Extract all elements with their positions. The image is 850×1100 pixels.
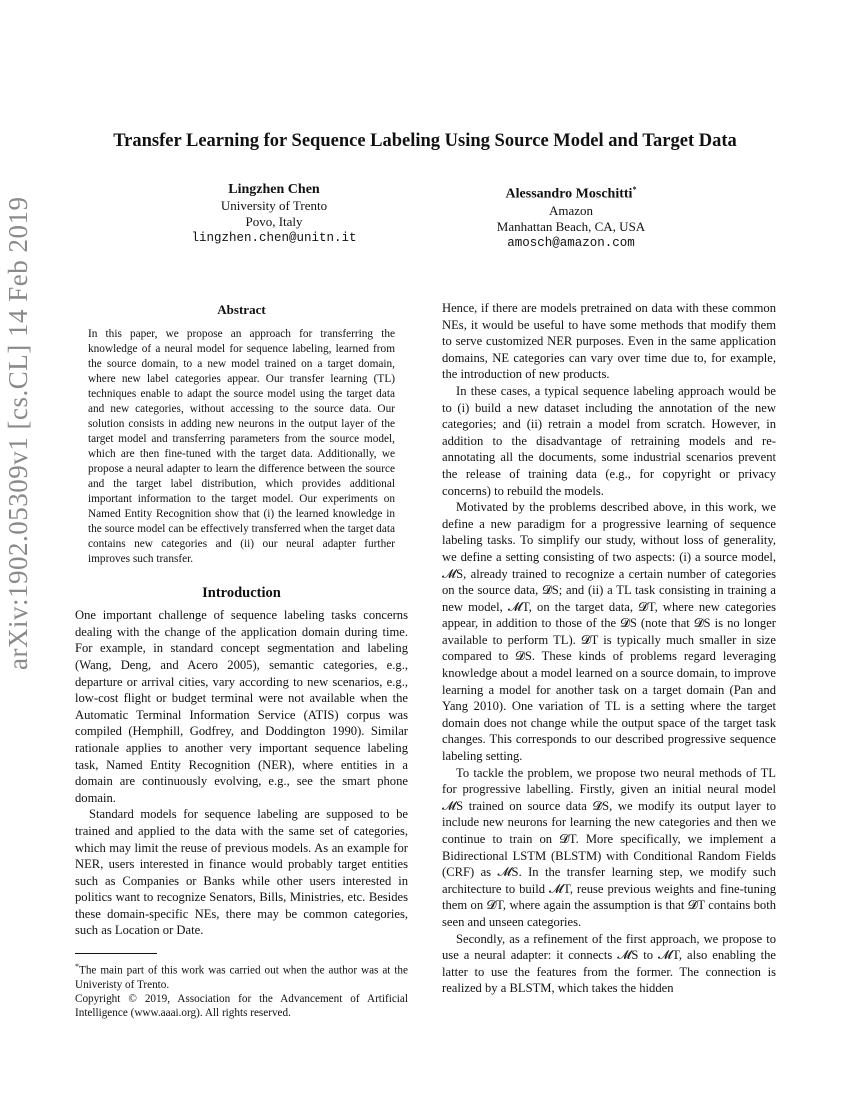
body-paragraph-5: Secondly, as a refinement of the first approach, we propose to use a neural adapter: it connects 𝓜S to 𝓜T, also enabling the latter to use the features from the former. The connection is realized by a BLSTM, which takes the hidden	[442, 931, 776, 996]
footnote-text: *The main part of this work was carried out when the author was at the Univeristy of Trento.	[75, 962, 408, 991]
body-paragraph-2: In these cases, a typical sequence labeling approach would be to (i) build a new dataset including the annotation of the new categories; and (ii) retrain a model from scratch. However, in addition to the disadvantage of retraining models and re-annotating all the documents, some industrial scenarios prevent the release of training data (e.g., for copyright or privacy concerns) to rebuild the models.	[442, 383, 776, 498]
author-email[interactable]: amosch@amazon.com	[507, 235, 635, 250]
author-affiliation: University of Trento	[220, 198, 328, 213]
body-paragraph-4: To tackle the problem, we propose two neural methods of TL for progressive labelling. Firstly, given an initial neural model 𝓜S trained on source data 𝓓S, we modify its output layer to include new neurons for learning the new categories and then we continue to train on 𝓓T. More specifically, we implement a Bidirectional LSTM (BLSTM) with Conditional Random Fields (CRF) as 𝓜S. In the transfer learning step, we modify such architecture to build 𝓜T, reuse previous weights and fine-tuning them on 𝓓T, where again the assumption is that 𝓓T contains both seen and unseen categories.	[442, 765, 776, 929]
copyright-notice: Copyright © 2019, Association for the Advancement of Artificial Intelligence (www.aaai.org). All rights reserved.	[75, 992, 408, 1019]
abstract-text: In this paper, we propose an approach for transferring the knowledge of a neural model for sequence labeling, learned from the source domain, to a new model trained on a target domain, where new label categories appear. Our transfer learning (TL) techniques enable to adapt the source model using the target data and new categories, without accessing to the source data. Our solution consists in adding new neurons in the output layer of the target model and transferring parameters from the source model, which are then fine-tuned with the target data. Additionally, we propose a neural adapter to learn the difference between the source and the target label distribution, which provides additional important information to the target model. Our experiments on Named Entity Recognition show that (i) the learned knowledge in the source model can be effectively transferred when the target data contains new categories and (ii) our neural adapter further improves such transfer.	[88, 327, 395, 565]
author-affiliation: Amazon	[548, 202, 594, 218]
left-column	[75, 300, 408, 1020]
author-location: Povo, Italy	[245, 214, 303, 229]
body-paragraph-1: Hence, if there are models pretrained on data with these common NEs, it would be useful to have some methods that modify them to serve customized NER purposes. Even in the same application domains, NE categories can vary over time due to, for example, the introduction of new products.	[442, 301, 776, 382]
intro-paragraph-1: One important challenge of sequence labeling tasks concerns dealing with the change of the application domain during time. For example, in standard concept segmentation and labeling (Wang, Deng, and Acero 2005), semantic categories, e.g., departure or arrival cities, vary according to new scenarios, e.g., low-cost flight or budget terminal were not available when the Automatic Terminal Information Service (ATIS) corpus was compiled (Hemphill, Godfrey, and Doddington 1990). Similar rationale applies to another very important sequence labeling task, Named Entity Recognition (NER), where entities in a domain are continuously evolving, e.g., see the smart phone domain.	[75, 608, 408, 805]
author-block-1	[144, 182, 404, 246]
abstract-heading: Abstract	[217, 302, 266, 317]
author-location: Manhattan Beach, CA, USA	[496, 218, 646, 234]
introduction-heading: Introduction	[202, 584, 281, 601]
footnote-divider	[75, 953, 157, 954]
author-email[interactable]: lingzhen.chen@unitn.it	[191, 231, 357, 245]
author-block-2	[441, 182, 701, 251]
body-paragraph-3: Motivated by the problems described above, in this work, we define a new paradigm for a progressive learning of sequence labeling tasks. To simplify our study, without loss of generality, we define a setting consisting of two aspects: (i) a source model, 𝓜S, already trained to recognize a certain number of categories on the source data, 𝓓S; and (ii) a TL task consisting in training a new model, 𝓜T, on the target data, 𝓓T, where new categories appear, in addition to those of the 𝓓S (note that 𝓓S is no longer available to perform TL). 𝓓T is typically much smaller in size compared to 𝓓S. These kinds of problems regard leveraging knowledge about a model learned on a source domain, to improve learning a model for another task on a target domain (Pan and Yang 2010). One variation of TL is a setting where the target domain does not change while the output space of the target task changes. This corresponds to our described progressive sequence labeling setting.	[442, 500, 776, 764]
right-column	[442, 300, 776, 997]
footnote-block	[75, 960, 408, 1020]
intro-paragraph-2: Standard models for sequence labeling are supposed to be trained and applied to the data with the same set of categories, which may limit the reuse of previous models. As an example for NER, users interested in finance would probably target entities such as Companies or Banks while other users interested in politics want to recognize Senators, Bills, Ministries, etc. Besides these domain-specific NEs, there may be common categories, such as Location or Date.	[75, 807, 408, 938]
footnote-marker: *	[632, 185, 637, 194]
author-name: Alessandro Moschitti*	[505, 185, 637, 202]
arxiv-sidebar-stamp: arXiv:1902.05309v1 [cs.CL] 14 Feb 2019	[3, 196, 33, 670]
footnote-marker: *	[75, 962, 79, 972]
paper-title: Transfer Learning for Sequence Labeling Using Source Model and Target Data	[113, 131, 737, 151]
author-name: Lingzhen Chen	[228, 182, 320, 197]
